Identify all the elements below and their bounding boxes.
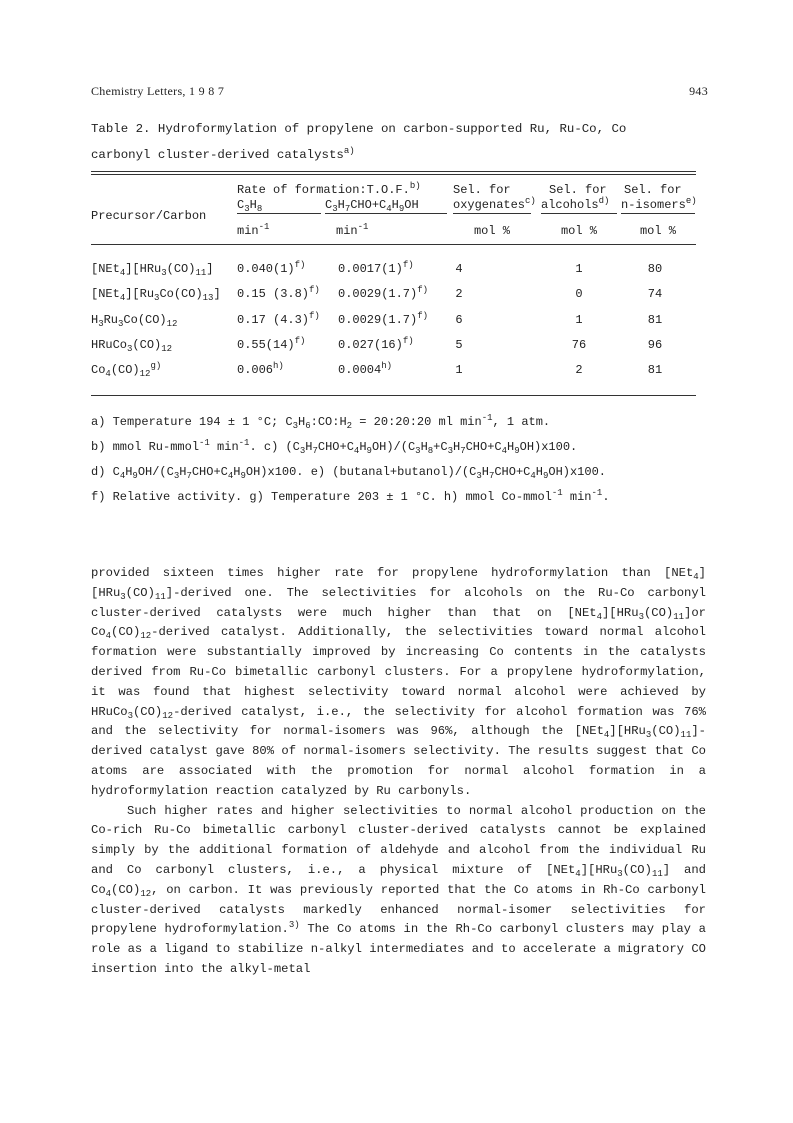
row3-precursor: $H_3Ru_3Co(CO)_{12}$: [91, 313, 178, 329]
col-header-rate: Rate of formation:T.O.F.$^{b)}$: [237, 181, 421, 197]
table-caption: Table 2. Hydroformylation of propylene on carbon-supported Ru, Ru-Co, Co: [91, 122, 627, 136]
col-header-sel-alc-1: Sel. for: [549, 183, 607, 197]
row4-c3h8: $0.55(14)^{f)}$: [237, 336, 306, 352]
row1-sel-n: 80: [647, 262, 663, 276]
col-header-sel-n: n-isomers$^{e)}$: [621, 196, 697, 212]
row3-c3h8: 0.17 $(4.3)^{f)}$: [237, 311, 320, 327]
col-header-sel-oxy: oxygenates$^{c)}$: [453, 196, 536, 212]
header-underline-oxy: [325, 213, 447, 214]
header-underline-sel-n: [621, 213, 695, 214]
col-header-precursor: Precursor/Carbon: [91, 209, 207, 223]
table-top-rule-2: [91, 174, 696, 175]
row1-sel-oxy: 4: [455, 262, 463, 276]
row4-sel-n: 96: [647, 338, 663, 352]
header-bottom-rule: [91, 244, 696, 245]
page-number: 943: [689, 84, 708, 98]
row3-oxy: $0.0029(1.7)^{f)}$: [338, 311, 429, 327]
table-footnote-f-h: f) Relative activity. g) Temperature 203 ± 1 °C. h) mmol Co-mmol$^{-1}$ $\min^{-1}$.: [91, 488, 610, 504]
row2-oxy: $0.0029(1.7)^{f)}$: [338, 285, 429, 301]
header-underline-sel-oxy: [453, 213, 531, 214]
unit-c3h8: $\min^{-1}$: [237, 222, 270, 238]
col-header-sel-n-1: Sel. for: [624, 183, 682, 197]
table-footnote-a: a) Temperature 194 ± 1 °C; $C_3H_6:CO:H_2$ = 20:20:20 ml $\min^{-1}$, 1 atm.: [91, 413, 551, 431]
row5-precursor: $Co_4(CO)_{12}^{g)}$: [91, 361, 162, 379]
row2-sel-oxy: 2: [455, 287, 463, 301]
row1-c3h8: $0.040(1)^{f)}$: [237, 260, 306, 276]
row5-oxy: 0.0004$^{h)}$: [338, 361, 393, 377]
row5-c3h8: 0.006$^{h)}$: [237, 361, 284, 377]
header-underline-sel-alc: [541, 213, 617, 214]
row3-sel-n: 81: [647, 313, 663, 327]
row5-sel-n: 81: [647, 363, 663, 377]
journal-header: Chemistry Letters, 1 9 8 7: [91, 84, 225, 98]
row5-sel-alc: 2: [575, 363, 583, 377]
col-header-sel-alc: alcohols$^{d)}$: [541, 196, 610, 212]
col-header-oxygenates-rate: $C_3H_7CHO+C_4H_9OH$: [325, 198, 419, 214]
table-top-rule: [91, 171, 696, 172]
table-bottom-rule: [91, 395, 696, 396]
unit-sel-oxy: mol %: [473, 224, 510, 238]
unit-sel-n: mol %: [639, 224, 676, 238]
row4-precursor: $HRuCo_3(CO)_{12}$: [91, 338, 173, 354]
table-footnote-d-e: d) $C_4H_9OH/(C_3H_7CHO+C_4H_9OH)x100$. e) $(butanal+butanol)/(C_3H_7CHO+C_4H_9OH)x100$.: [91, 465, 606, 481]
unit-oxy: $\min^{-1}$: [336, 222, 369, 238]
row1-sel-alc: 1: [575, 262, 583, 276]
row3-sel-alc: 1: [575, 313, 583, 327]
row3-sel-oxy: 6: [455, 313, 463, 327]
body-text: [91, 564, 706, 980]
paragraph-1: provided sixteen times higher rate for propylene hydroformylation than $[NEt_4][HRu_3(CO)_{11}]$-derived one. The selectivities for alcohols on the Ru-Co carbonyl cluster-derived catalysts were much higher than that on $[NEt_4][HRu_3(CO)_{11}]or$ $Co_4(CO)_{12}$-derived catalyst. Additionally, the selectivities toward normal alcohol formation were substantially improved by increasing Co contents in the catalysts derived from Ru-Co bimetallic carbonyl clusters. For a propylene hydroformylation, it was found that highest selectivity toward normal alcohol were achieved by $HRuCo_3(CO)_{12}$-derived catalyst, i.e., the selectivity for alcohol formation was 76% and the selectivity for normal-isomers was 96%, although the $[NEt_4][HRu_3(CO)_{11}]$-derived catalyst gave 80% of normal-isomers selectivity. The results suggest that Co atoms are associated with the promotion for normal alcohol formation in a hydroformylation reaction catalyzed by Ru carbonyls.: [91, 566, 706, 798]
row4-sel-alc: 76: [571, 338, 587, 352]
row2-c3h8: 0.15 $(3.8)^{f)}$: [237, 285, 320, 301]
row1-precursor: $[NEt_4][HRu_3(CO)_{11}]$: [91, 262, 214, 278]
row5-sel-oxy: 1: [455, 363, 463, 377]
unit-sel-alc: mol %: [560, 224, 597, 238]
row4-sel-oxy: 5: [455, 338, 463, 352]
caption-footnote-mark: a): [343, 146, 355, 156]
table-footnote-b-c: b) mmol Ru-mmol$^{-1}$ $\min^{-1}$. c) $(C_3H_7CHO+C_4H_9OH)/(C_3H_8+C_3H_7CHO+C_4H_9OH)x100$.: [91, 438, 578, 456]
row4-oxy: $0.027(16)^{f)}$: [338, 336, 414, 352]
row2-sel-alc: 0: [575, 287, 583, 301]
paragraph-2: Such higher rates and higher selectivities to normal alcohol production on the Co-rich Ru-Co bimetallic carbonyl cluster-derived catalysts cannot be explained simply by the additional formation of aldehyde and alcohol from the individual Ru and Co carbonyl clusters, i.e., a physical mixture of $[NEt_4][HRu_3(CO)_{11}]$ and $Co_4(CO)_{12}$, on carbon. It was previously reported that the Co atoms in Rh-Co carbonyl cluster-derived catalysts markedly enhanced normal-isomer selectivities for propylene hydroformylation.$^{3)}$ The Co atoms in the Rh-Co carbonyl clusters may play a role as a ligand to stabilize n-alkyl intermediates and to accelerate a migratory CO insertion into the alkyl-metal: [91, 803, 706, 976]
col-header-sel-oxy-1: Sel. for: [453, 183, 511, 197]
col-header-c3h8: $C_3H_8$: [237, 198, 263, 214]
row2-sel-n: 74: [647, 287, 663, 301]
header-underline-c3h8: [237, 213, 321, 214]
caption-text: carbonyl cluster-derived catalysts: [91, 148, 344, 162]
row2-precursor: $[NEt_4][Ru_3Co(CO)_{13}]$: [91, 287, 221, 303]
row1-oxy: $0.0017(1)^{f)}$: [338, 260, 414, 276]
table-caption-cont: [91, 142, 711, 168]
